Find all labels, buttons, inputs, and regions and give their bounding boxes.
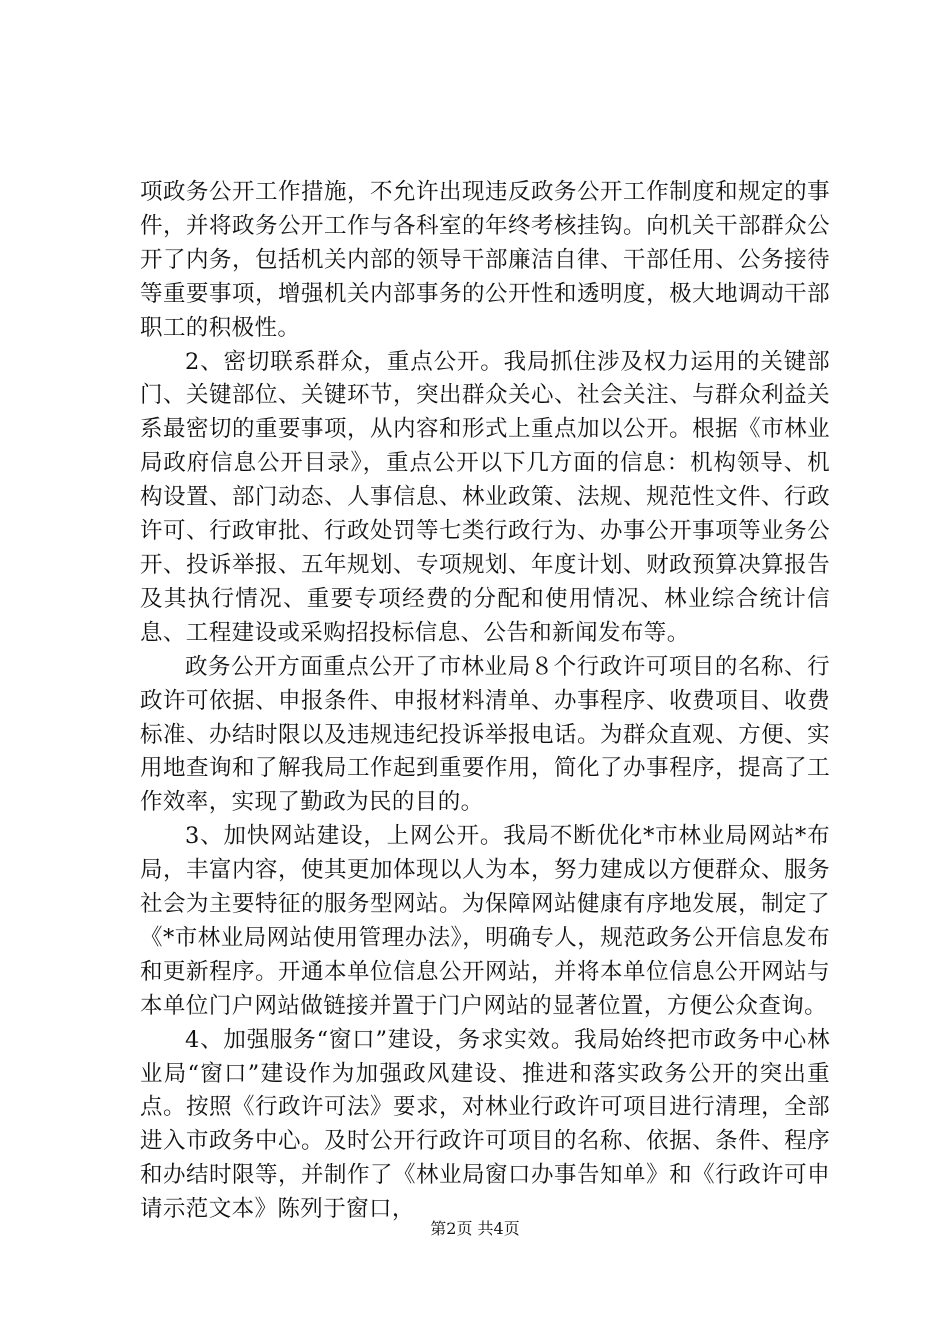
paragraph-item-3: 3、加快网站建设，上网公开。我局不断优化*市林业局网站*布局，丰富内容，使其更加体现以人为本，努力建成以方便群众、服务社会为主要特征的服务型网站。为保障网站健康有序地发展，制定了《*市林业局网站使用管理办法》，明确专人，规范政务公开信息发布和更新程序。开通本单位信息公开网站，并将本单位信息公开网站与本单位门户网站做链接并置于门户网站的显著位置，方便公众查询。 <box>140 823 830 1019</box>
paragraph-item-4: 4、加强服务“窗口”建设，务求实效。我局始终把市政务中心林业局“窗口”建设作为加强政风建设、推进和落实政务公开的突出重点。按照《行政许可法》要求，对林业行政许可项目进行清理，全部进入市政务中心。及时公开行政许可项目的名称、依据、条件、程序和办结时限等，并制作了《林业局窗口办事告知单》和《行政许可申请示范文本》陈列于窗口， <box>140 1026 830 1223</box>
paragraph-government-affairs: 政务公开方面重点公开了市林业局８个行政许可项目的名称、行政许可依据、申报条件、申报材料清单、办事程序、收费项目、收费标准、办结时限以及违规违纪投诉举报电话。为群众直观、方便、实用地查询和了解我局工作起到重要作用，简化了办事程序，提高了工作效率，实现了勤政为民的目的。 <box>140 653 830 816</box>
paragraph-item-2: 2、密切联系群众，重点公开。我局抓住涉及权力运用的关键部门、关键部位、关键环节，突出群众关心、社会关注、与群众利益关系最密切的重要事项，从内容和形式上重点加以公开。根据《市林业局政府信息公开目录》，重点公开以下几方面的信息：机构领导、机构设置、部门动态、人事信息、林业政策、法规、规范性文件、行政许可、行政审批、行政处罚等七类行政行为、办事公开事项等业务公开、投诉举报、五年规划、专项规划、年度计划、财政预算决算报告及其执行情况、重要专项经费的分配和使用情况、林业综合统计信息、工程建设或采购招投标信息、公告和新闻发布等。 <box>140 348 830 646</box>
paragraph-continuation: 项政务公开工作措施，不允许出现违反政务公开工作制度和规定的事件，并将政务公开工作与各科室的年终考核挂钩。向机关干部群众公开了内务，包括机关内部的领导干部廉洁自律、干部任用、公务接待等重要事项，增强机关内部事务的公开性和透明度，极大地调动干部职工的积极性。 <box>140 179 830 341</box>
document-body <box>140 176 830 1227</box>
page-footer: 第2页 共4页 <box>430 1219 520 1238</box>
